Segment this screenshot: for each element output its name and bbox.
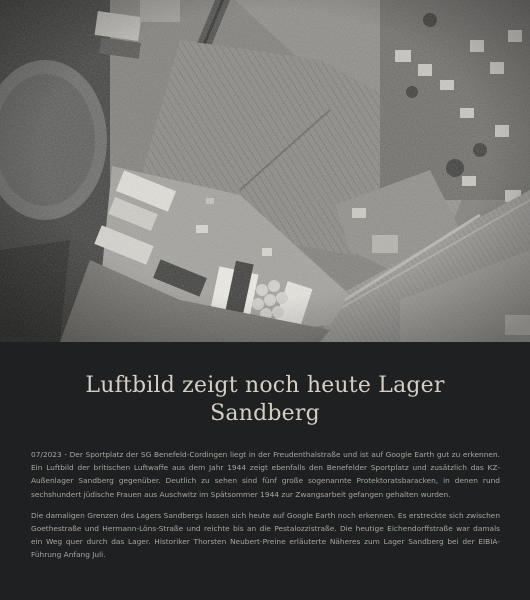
article-body: [31, 448, 500, 570]
article-content: [0, 342, 530, 600]
article-paragraph: 07/2023 - Der Sportplatz der SG Benefeld-Cordingen liegt in der Freudenthalstraße und ist auf Google Earth gut zu erkennen. Ein Luftbild der britischen Luftwaffe aus dem Jahr 1944 zeigt ebenfalls den Benefelder Sportplatz und zusätzlich das KZ-Außenlager Sandberg gegenüber. Deutlich zu sehen sind fünf große sogenannte Protektoratsbaracken, in denen rund sechshundert jüdische Frauen aus Auschwitz im Spätsommer 1944 zur Zwangsarbeit gefangen gehalten wurden.: [31, 450, 500, 499]
article-paragraph: Die damaligen Grenzen des Lagers Sandbergs lassen sich heute auf Google Earth noch erkennen. Es erstreckte sich zwischen Goethestraße und Hermann-Löns-Straße und reichte bis an die Pestalozzistraße. Die heutige Eichendorffstraße war damals ein Weg quer durch das Lager. Historiker Thorsten Neubert-Preine erläuterte Näheres zum Lager Sandberg bei der EIBIA-Führung Anfang Juli.: [31, 510, 500, 560]
article-title: Luftbild zeigt noch heute Lager Sandberg: [85, 373, 445, 426]
